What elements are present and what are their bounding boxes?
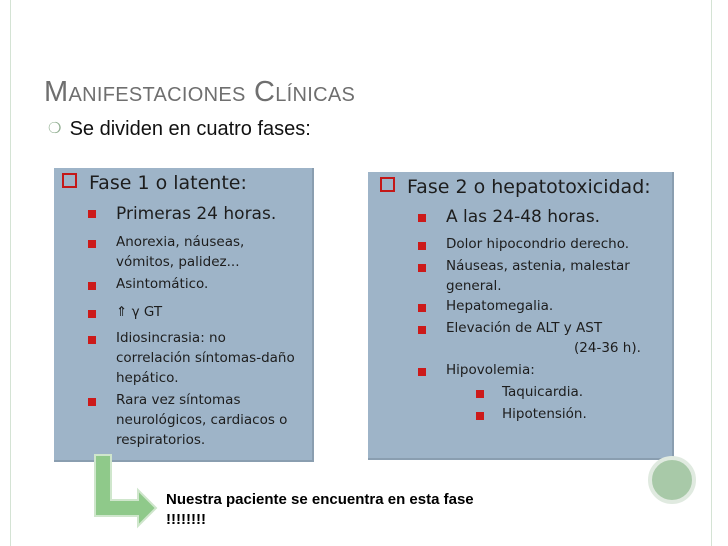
phase-1-item: ⇑ γ GT	[116, 304, 163, 320]
phase-2-item-cont: general.	[446, 278, 502, 294]
phase-1-item-cont: respiratorios.	[116, 432, 206, 448]
phase-1-item-cont: correlación síntomas-daño	[116, 350, 295, 366]
phase-2-subitem: Hipotensión.	[502, 406, 587, 422]
phase-1-item-cont: vómitos, palidez...	[116, 254, 240, 270]
patient-note	[166, 490, 474, 530]
phase-2-item: Hipovolemia:	[446, 362, 535, 378]
phase-2-subitem: Taquicardia.	[502, 384, 584, 400]
phase-1-item-cont: neurológicos, cardiacos o	[116, 412, 288, 428]
phase-2-item-cont: (24-36 h).	[574, 340, 641, 356]
bullet-ring-icon: ❍	[48, 120, 62, 137]
patient-note-line1: Nuestra paciente se encuentra en esta fase	[166, 491, 474, 508]
phase-1-item-cont: hepático.	[116, 370, 179, 386]
phase-1-item: Rara vez síntomas	[116, 392, 241, 408]
patient-note-line2: !!!!!!!!	[166, 511, 206, 528]
phase-1-header-text: Fase 1 o latente:	[89, 172, 247, 194]
phase-1-item: Anorexia, náuseas,	[116, 234, 245, 250]
phase-2-header-text: Fase 2 o hepatotoxicidad:	[407, 176, 651, 198]
decorative-circle-icon	[648, 456, 696, 504]
phase-1-item: Idiosincrasia: no	[116, 330, 226, 346]
phase-2-item: Náuseas, astenia, malestar	[446, 258, 630, 274]
phase-2-item: Elevación de ALT y AST	[446, 320, 603, 336]
slide-title: Manifestaciones Clínicas	[44, 76, 356, 108]
intro-bullet-text: Se dividen en cuatro fases:	[69, 118, 311, 140]
phase-1-item: Primeras 24 horas.	[116, 204, 277, 224]
phase-2-item: Dolor hipocondrio derecho.	[446, 236, 630, 252]
phase-2-item: A las 24-48 horas.	[446, 207, 601, 227]
phase-1-item: Asintomático.	[116, 276, 209, 292]
phase-2-item: Hepatomegalia.	[446, 298, 554, 314]
